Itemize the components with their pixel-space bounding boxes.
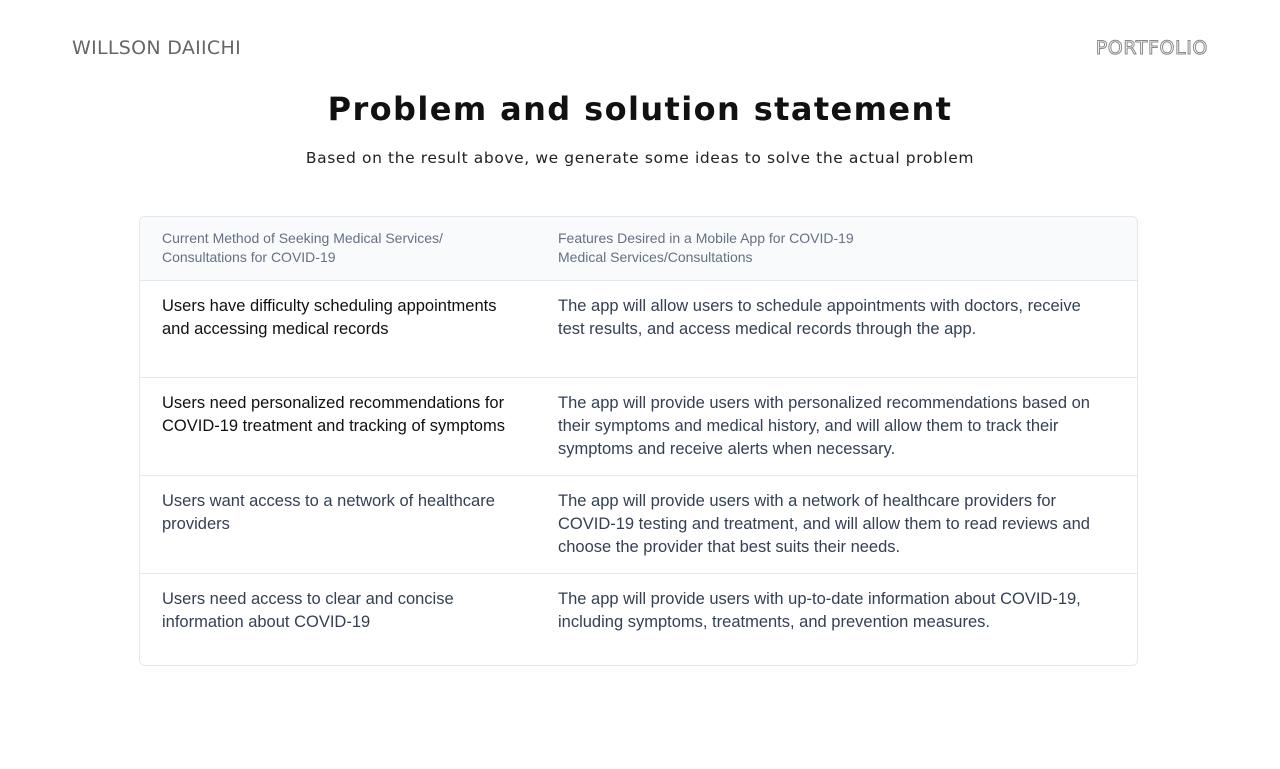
problem-solution-table xyxy=(139,216,1138,666)
table-body xyxy=(140,280,1137,666)
page-title: Problem and solution statement xyxy=(327,90,953,128)
solution-cell: The app will provide users with up-to-date information about COVID-19, including symptoms, treatments, and prevention measures. xyxy=(558,589,1081,631)
portfolio-link[interactable]: PORTFOLIO xyxy=(1095,37,1208,59)
problem-cell: Users need access to clear and concise information about COVID-19 xyxy=(162,589,454,631)
table-row xyxy=(140,475,1137,573)
page-subtitle: Based on the result above, we generate some ideas to solve the actual problem xyxy=(305,149,975,167)
table-row xyxy=(140,280,1137,377)
problem-cell: Users want access to a network of healthcare providers xyxy=(140,475,536,573)
column-header-desired-features: Features Desired in a Mobile App for COVID-19 Medical Services/Consultations xyxy=(536,217,1137,280)
solution-cell: The app will provide users with a network of healthcare providers for COVID-19 testing and treatment, and will allow them to read reviews and choose the provider that best suits their needs. xyxy=(536,475,1137,573)
problem-cell: Users have difficulty scheduling appointments and accessing medical records xyxy=(140,280,536,377)
table-row xyxy=(140,573,1137,666)
column-header-current-method: Current Method of Seeking Medical Services/ Consultations for COVID-19 xyxy=(140,217,536,280)
comparison-table xyxy=(140,217,1137,666)
solution-cell: The app will provide users with personalized recommendations based on their symptoms and medical history, and will allow them to track their symptoms and receive alerts when necessary. xyxy=(536,377,1137,475)
table-row xyxy=(140,377,1137,475)
brand-name: WILLSON DAIICHI xyxy=(72,37,241,59)
table-header xyxy=(140,217,1137,280)
problem-cell: Users need personalized recommendations for COVID-19 treatment and tracking of symptoms xyxy=(140,377,536,475)
table-header-row xyxy=(140,217,1137,280)
solution-cell: The app will allow users to schedule appointments with doctors, receive test results, and access medical records through the app. xyxy=(536,280,1137,377)
